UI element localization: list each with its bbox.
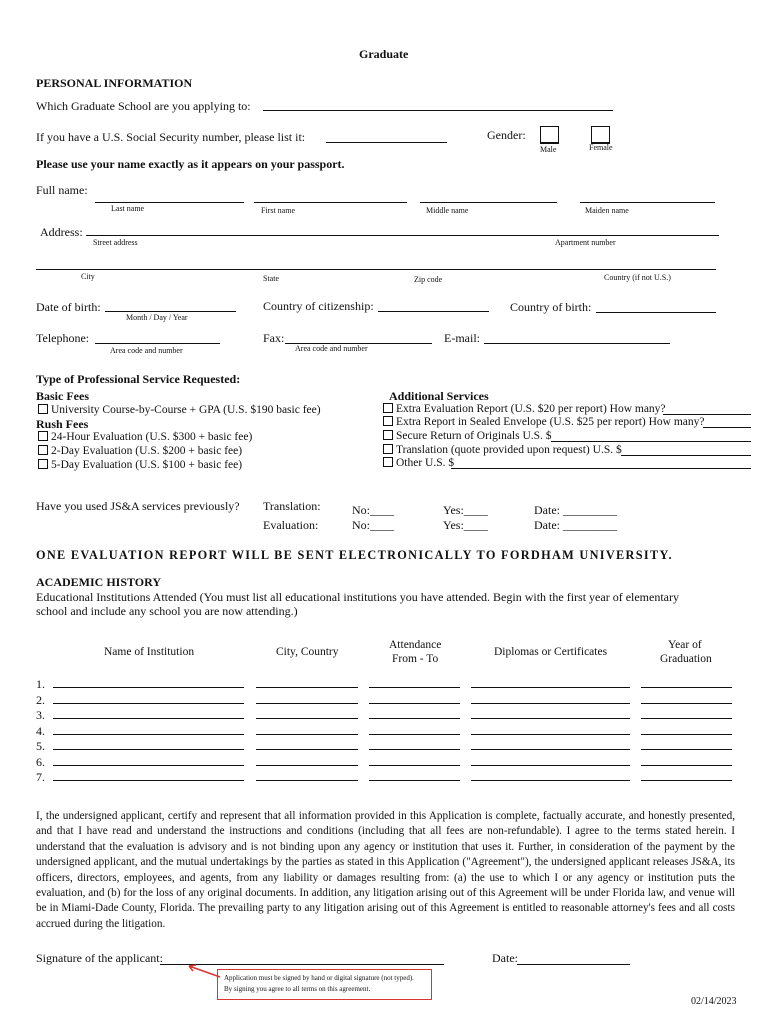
middle-name-field[interactable]	[420, 202, 557, 203]
secure-return-amount-field[interactable]	[551, 441, 751, 442]
evaluation-label: Evaluation:	[263, 518, 319, 532]
maiden-name-field[interactable]	[580, 202, 715, 203]
services-heading: Type of Professional Service Requested:	[36, 372, 241, 386]
citizenship-label: Country of citizenship:	[263, 299, 374, 313]
other-amount-field[interactable]	[451, 468, 751, 469]
citizenship-field[interactable]	[378, 311, 489, 312]
checkbox[interactable]	[383, 444, 393, 454]
street-address-field[interactable]	[86, 235, 719, 236]
fax-label: Fax:	[263, 331, 285, 345]
additional-label: Extra Report in Sealed Envelope (U.S. $25 per report) How many?	[396, 416, 705, 428]
checkbox[interactable]	[383, 430, 393, 440]
diplomas-field[interactable]	[471, 687, 630, 688]
institution-field[interactable]	[53, 749, 244, 750]
graduation-year-field[interactable]	[641, 703, 732, 704]
signature-date-field[interactable]	[517, 964, 630, 965]
additional-label: Translation (quote provided upon request) U.S. $	[396, 444, 622, 456]
email-field[interactable]	[484, 343, 670, 344]
row-number: 2.	[36, 692, 45, 707]
first-name-hint: First name	[261, 206, 295, 215]
male-label: Male	[540, 145, 557, 154]
electronic-report-banner: ONE EVALUATION REPORT WILL BE SENT ELECTRONICALLY TO FORDHAM UNIVERSITY.	[36, 548, 673, 562]
diplomas-field[interactable]	[471, 703, 630, 704]
row-number: 7.	[36, 770, 45, 784]
rush-option-label: 24-Hour Evaluation (U.S. $300 + basic fee)	[51, 431, 253, 443]
checkbox[interactable]	[383, 416, 393, 426]
graduation-year-field[interactable]	[641, 718, 732, 719]
basic-fee-label: University Course-by-Course + GPA (U.S. $190 basic fee)	[51, 404, 321, 416]
city-country-field[interactable]	[256, 734, 358, 735]
col-year-header: Year of	[668, 639, 702, 651]
female-label: Female	[589, 143, 613, 152]
checkbox[interactable]	[38, 404, 48, 414]
evaluation-date-field[interactable]: Date: _________	[534, 518, 617, 532]
note-line-1: Application must be signed by hand or digital signature (not typed).	[224, 974, 414, 982]
city-country-field[interactable]	[256, 718, 358, 719]
row-number: 3.	[36, 708, 45, 722]
col-year-header-2: Graduation	[660, 653, 712, 665]
certification-text: I, the undersigned applicant, certify and represent that all information provided in this Application is complete, factually accurate, and honestly presented, and that I have read and understand the instructions and conditions (including that all fees are non-refundable). I agree to the terms stated herein. I understand that the evaluation is advisory and is not binding upon any agency or institution that uses it. Further, in consideration of the payment by the undersigned applicant, and the mutual undertakings by the parties as stated in this Application ("Agreement"), the undersigned applicant releases JS&A, its officers, directors, employees, and agents, from any liability or damages resulting from: (a) the use to which I or any agency or institution puts the evaluation, and (b) for the loss of any original documents. In addition, any litigation arising out of this Agreement will be under Florida law, and venue will be in Miami-Dade County, Florida. The prevailing party to any litigation arising out of this Agreement is entitled to reasonable attorney's fees and all costs accrued during the litigation.	[36, 810, 735, 930]
graduation-year-field[interactable]	[641, 780, 732, 781]
institution-field[interactable]	[53, 780, 244, 781]
rush-option-24hr[interactable]	[38, 431, 252, 443]
institution-field[interactable]	[53, 734, 244, 735]
maiden-name-hint: Maiden name	[585, 206, 629, 215]
city-country-field[interactable]	[256, 765, 358, 766]
previous-services-question: Have you used JS&A services previously?	[36, 499, 240, 513]
additional-sealed-report[interactable]	[383, 416, 705, 428]
city-hint: City	[81, 272, 95, 281]
additional-label: Other U.S. $	[396, 457, 455, 469]
additional-label: Extra Evaluation Report (U.S. $20 per report) How many?	[396, 403, 666, 415]
telephone-field[interactable]	[95, 343, 220, 344]
attendance-field[interactable]	[369, 765, 460, 766]
female-checkbox[interactable]	[591, 126, 610, 144]
rush-option-label: 2-Day Evaluation (U.S. $200 + basic fee)	[51, 445, 243, 457]
additional-secure-return[interactable]	[383, 430, 552, 442]
school-field[interactable]	[263, 110, 613, 111]
checkbox[interactable]	[383, 403, 393, 413]
city-country-field[interactable]	[256, 780, 358, 781]
col-name-header: Name of Institution	[104, 646, 195, 658]
checkbox[interactable]	[38, 445, 48, 455]
rush-option-label: 5-Day Evaluation (U.S. $100 + basic fee)	[51, 459, 243, 471]
additional-extra-report[interactable]	[383, 403, 666, 415]
attendance-field[interactable]	[369, 734, 460, 735]
diplomas-field[interactable]	[471, 765, 630, 766]
ssn-field[interactable]	[326, 142, 447, 143]
institution-field[interactable]	[53, 718, 244, 719]
row-number: 4.	[36, 723, 45, 738]
row-number: 5.	[36, 739, 45, 753]
city-country-field[interactable]	[256, 687, 358, 688]
birth-country-field[interactable]	[596, 312, 716, 313]
col-diplomas-header: Diplomas or Certificates	[494, 646, 608, 658]
attendance-field[interactable]	[369, 703, 460, 704]
footer-date: 02/14/2023	[691, 996, 737, 1007]
col-city-header: City, Country	[276, 646, 339, 658]
rush-option-2day[interactable]	[38, 445, 242, 457]
city-country-field[interactable]	[256, 703, 358, 704]
additional-label: Secure Return of Originals U.S. $	[396, 430, 552, 442]
street-address-hint: Street address	[93, 238, 138, 247]
form-title: Graduate	[359, 47, 409, 61]
diplomas-field[interactable]	[471, 718, 630, 719]
institution-field[interactable]	[53, 703, 244, 704]
row-number: 1.	[36, 677, 45, 691]
city-state-zip-field[interactable]	[36, 269, 716, 270]
institution-field[interactable]	[53, 687, 244, 688]
address-label: Address:	[40, 225, 83, 239]
checkbox[interactable]	[38, 431, 48, 441]
fax-hint: Area code and number	[295, 344, 368, 353]
birth-country-label: Country of birth:	[510, 300, 592, 314]
male-checkbox[interactable]	[540, 126, 559, 144]
academic-intro-line2: school and include any school you are now attending.)	[36, 604, 298, 618]
row-number: 6.	[36, 754, 45, 769]
note-line-2: By signing you agree to all terms on this agreement.	[224, 985, 371, 993]
state-hint: State	[263, 274, 279, 283]
telephone-label: Telephone:	[36, 331, 90, 345]
middle-name-hint: Middle name	[426, 206, 469, 215]
graduation-year-field[interactable]	[641, 687, 732, 688]
diplomas-field[interactable]	[471, 734, 630, 735]
country-hint: Country (if not U.S.)	[604, 273, 671, 282]
additional-translation[interactable]	[383, 444, 622, 456]
evaluation-no-field[interactable]: No:____	[352, 518, 394, 532]
attendance-field[interactable]	[369, 687, 460, 688]
academic-history-heading: ACADEMIC HISTORY	[36, 575, 162, 589]
checkbox[interactable]	[383, 457, 393, 467]
signature-instructions-note	[217, 969, 432, 1000]
attendance-field[interactable]	[369, 749, 460, 750]
basic-fees-heading: Basic Fees	[36, 389, 89, 403]
ssn-question: If you have a U.S. Social Security number, please list it:	[36, 130, 306, 144]
graduation-year-field[interactable]	[641, 765, 732, 766]
additional-services-heading: Additional Services	[389, 389, 489, 403]
personal-info-heading: PERSONAL INFORMATION	[36, 76, 193, 90]
attendance-field[interactable]	[369, 780, 460, 781]
passport-note: Please use your name exactly as it appears on your passport.	[36, 157, 345, 171]
city-country-field[interactable]	[256, 749, 358, 750]
last-name-field[interactable]	[95, 202, 244, 203]
extra-report-qty-field[interactable]	[663, 414, 751, 415]
full-name-label: Full name:	[36, 183, 88, 197]
dob-field[interactable]	[105, 311, 236, 312]
evaluation-yes-field[interactable]: Yes:____	[443, 518, 488, 532]
first-name-field[interactable]	[254, 202, 407, 203]
translation-yes-field[interactable]: Yes:____	[443, 503, 488, 517]
basic-fee-option[interactable]	[38, 404, 321, 416]
col-attendance-header-2: From - To	[392, 653, 439, 665]
last-name-hint: Last name	[111, 204, 145, 213]
dob-hint: Month / Day / Year	[126, 313, 188, 322]
apartment-number-hint: Apartment number	[555, 238, 616, 247]
graduation-year-field[interactable]	[641, 734, 732, 735]
translation-amount-field[interactable]	[621, 455, 751, 456]
institution-field[interactable]	[53, 765, 244, 766]
gender-label: Gender:	[487, 128, 526, 142]
email-label: E-mail:	[444, 331, 480, 345]
dob-label: Date of birth:	[36, 300, 101, 314]
attendance-field[interactable]	[369, 718, 460, 719]
checkbox[interactable]	[38, 459, 48, 469]
diplomas-field[interactable]	[471, 780, 630, 781]
school-question: Which Graduate School are you applying to:	[36, 99, 251, 113]
rush-fees-heading: Rush Fees	[36, 417, 89, 431]
sealed-report-qty-field[interactable]	[703, 427, 751, 428]
col-attendance-header: Attendance	[389, 639, 442, 651]
signature-date-label: Date:	[492, 951, 518, 965]
rush-option-5day[interactable]	[38, 459, 242, 471]
translation-no-field[interactable]: No:____	[352, 503, 394, 517]
signature-label: Signature of the applicant:	[36, 951, 163, 965]
telephone-hint: Area code and number	[110, 346, 183, 355]
diplomas-field[interactable]	[471, 749, 630, 750]
graduation-year-field[interactable]	[641, 749, 732, 750]
additional-other[interactable]	[383, 457, 454, 469]
zip-code-hint: Zip code	[414, 275, 443, 284]
academic-intro-line1: Educational Institutions Attended (You must list all educational institutions you have attended. Begin with the first year of elementary	[36, 590, 679, 604]
translation-date-field[interactable]: Date: _________	[534, 503, 617, 517]
translation-label: Translation:	[263, 499, 321, 513]
